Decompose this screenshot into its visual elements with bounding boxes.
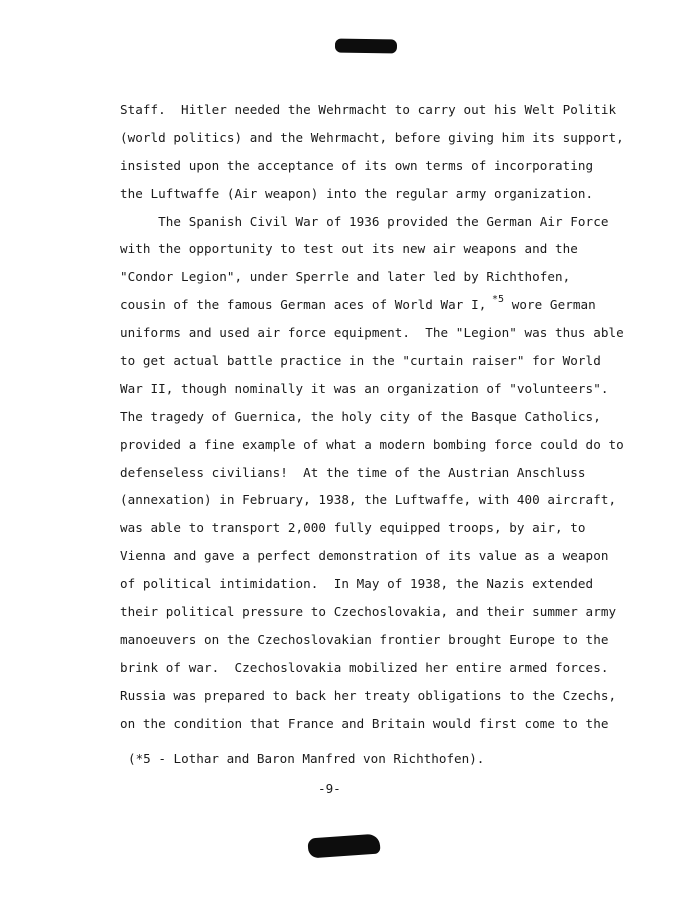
text-line: provided a fine example of what a modern bombing force could do to bbox=[120, 436, 624, 452]
text-line: on the condition that France and Britain would first come to the bbox=[120, 715, 609, 731]
text-line: "Condor Legion", under Sperrle and later led by Richthofen, bbox=[120, 269, 571, 285]
text-line: (annexation) in February, 1938, the Luftwaffe, with 400 aircraft, bbox=[120, 492, 617, 508]
text-line-with-footnote bbox=[120, 291, 600, 319]
text-segment: wore German bbox=[504, 297, 596, 313]
body-text bbox=[120, 96, 624, 737]
page-number: -9- bbox=[318, 781, 341, 796]
footnote: (*5 - Lothar and Baron Manfred von Richthofen). bbox=[128, 751, 485, 766]
text-line: Staff. Hitler needed the Wehrmacht to carry out his Welt Politik bbox=[120, 102, 617, 117]
text-line: the Luftwaffe (Air weapon) into the regular army organization. bbox=[120, 185, 594, 201]
text-line: their political pressure to Czechoslovakia, and their summer army bbox=[120, 604, 617, 620]
text-line: with the opportunity to test out its new air weapons and the bbox=[120, 241, 578, 257]
text-line: uniforms and used air force equipment. The "Legion" was thus able bbox=[120, 325, 624, 341]
text-line: to get actual battle practice in the "curtain raiser" for World bbox=[120, 353, 601, 369]
footnote-marker: *5 bbox=[491, 294, 505, 306]
text-line: brink of war. Czechoslovakia mobilized her entire armed forces. bbox=[120, 659, 609, 675]
footnote-reference bbox=[491, 294, 505, 312]
text-line: The tragedy of Guernica, the holy city of the Basque Catholics, bbox=[120, 408, 601, 424]
text-line: manoeuvers on the Czechoslovakian frontier brought Europe to the bbox=[120, 631, 609, 647]
text-line: Vienna and gave a perfect demonstration of its value as a weapon bbox=[120, 548, 609, 564]
text-line: The Spanish Civil War of 1936 provided the German Air Force bbox=[120, 213, 609, 229]
text-line: (world politics) and the Wehrmacht, before giving him its support, bbox=[120, 129, 624, 145]
text-line: Russia was prepared to back her treaty obligations to the Czechs, bbox=[120, 687, 617, 703]
text-segment: cousin of the famous German aces of World War I, bbox=[120, 297, 487, 313]
text-line: insisted upon the acceptance of its own terms of incorporating bbox=[120, 157, 594, 173]
text-line: defenseless civilians! At the time of the Austrian Anschluss bbox=[120, 464, 586, 480]
redaction-mark-top bbox=[335, 38, 397, 53]
text-line: of political intimidation. In May of 1938, the Nazis extended bbox=[120, 576, 594, 592]
text-line: War II, though nominally it was an organization of "volunteers". bbox=[120, 380, 609, 396]
text-line: was able to transport 2,000 fully equipped troops, by air, to bbox=[120, 520, 586, 536]
redaction-mark-bottom bbox=[307, 834, 380, 859]
